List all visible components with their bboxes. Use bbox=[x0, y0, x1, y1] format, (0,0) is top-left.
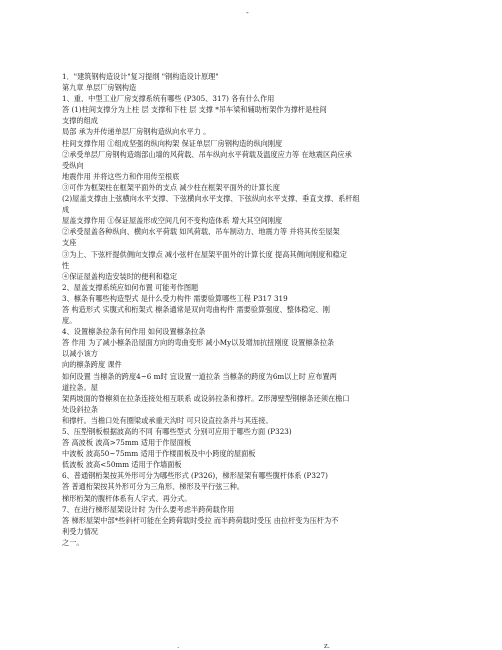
text-line: 地震作用 并将这些力和作用传至根底 bbox=[62, 171, 180, 181]
text-line: 1．"建筑钢构造设计"复习提纲 "钢构造设计原理" bbox=[62, 72, 219, 81]
text-line: 答 梯形屋架中部*些斜杆可能在全跨荷载时受拉 而半跨荷载时受压 由拉杆变为压杆为不 bbox=[62, 515, 339, 525]
text-line: 屋盖支撑作用 ①保证屋盖形成空间几何不变构造体系 增大其空间刚度 bbox=[62, 216, 283, 226]
text-line: 2、屋盖支撑系统应如何布置 可能考作图题 bbox=[62, 282, 199, 292]
text-line: 利受力情况 bbox=[62, 526, 98, 536]
text-line: ②承受单层厂房钢构造端部山墙的风荷载、吊车纵向水平荷载及温度应力等 在地震区尚应承 bbox=[62, 149, 352, 159]
page-top-mark: - bbox=[246, 8, 249, 17]
text-line: 之一。 bbox=[62, 537, 84, 547]
text-line: 中波板 波高50~75mm 适用于作楼面板及中小跨度的屋面板 bbox=[62, 449, 256, 459]
text-line: 如何设置 当檩条的跨度4~6 m时 宜设置一道拉条 当檩条的跨度为6m以上时 应布置两 bbox=[62, 371, 337, 381]
text-line: 答 (1)柱间支撑分为上柱 层 支撑和下柱 层 支撑 *吊车梁和辅助桁架作为撑杆是柱间 bbox=[62, 105, 327, 115]
text-line: 3、檩条有哪些构造型式 是什么受力构件 需要验算哪些工程 P317 319 bbox=[62, 293, 288, 303]
text-line: 第九章 单层厂房钢构造 bbox=[62, 83, 137, 93]
text-line: 5、压型钢板根据波高的不同 有哪些型式 分别可应用于哪些方面 (P323) bbox=[62, 427, 292, 436]
text-line: 成 bbox=[62, 205, 70, 215]
text-line: ④保证屋盖构造安装时的便利和稳定 bbox=[62, 271, 178, 281]
text-line: 答 高波板 波高>75mm 适用于作屋面板 bbox=[62, 438, 192, 448]
text-line: 4、设置檩条拉条有何作用 如何设置檩条拉条 bbox=[62, 327, 206, 337]
footer-left-mark: . bbox=[177, 642, 180, 650]
text-line: ②承受屋盖各种纵向、横向水平荷载 如风荷载、吊车制动力、地震力等 并将其传至屋架 bbox=[62, 227, 340, 237]
text-line: 处设斜拉条 bbox=[62, 404, 98, 414]
text-line: 6、普通钢桁架按其外形可分为哪些形式 (P326)，梯形屋架有哪些腹杆体系 (P327) bbox=[62, 471, 328, 481]
text-line: 7、在进行梯形屋架设计时 为什么要考虑半跨荷载作用 bbox=[62, 504, 235, 514]
text-line: 答 普通桁架按其外形可分为三角形、梯形及平行弦三种。 bbox=[62, 482, 244, 492]
text-line: 向的檩条跨度 课件 bbox=[62, 360, 122, 370]
text-line: 受纵向 bbox=[62, 160, 84, 170]
text-line: 和撑杆。当檐口处有圈梁或承重天沟时 可只设直拉条并与其连接。 bbox=[62, 415, 273, 425]
text-line: 1、重、中型工业厂房支撑系统有哪些 (P305、317) 各有什么作用 bbox=[62, 94, 275, 104]
text-line: 局部 承为并传递单层厂房钢构造纵向水平力 。 bbox=[62, 127, 211, 137]
text-line: 支撑的组成 bbox=[62, 116, 98, 126]
text-line: 答 作用 为了减小檩条沿屋面方向的弯曲变形 减小My以及增加抗扭刚度 设置檩条拉条 bbox=[62, 338, 335, 348]
text-line: 道拉条。屋 bbox=[62, 382, 98, 392]
document-body bbox=[62, 71, 442, 548]
text-line: 度。 bbox=[62, 316, 77, 326]
text-line: ③可作为框架柱在框架平面外的支点 减少柱在框架平面外的计算长度 bbox=[62, 182, 280, 192]
text-line: 梯形桁架的腹杆体系有人字式、再分式。 bbox=[62, 493, 192, 503]
text-line: ③为上、下弦杆提供侧向支撑点 减小弦杆在屋架平面外的计算长度 提高其侧向刚度和稳定 bbox=[62, 249, 347, 259]
text-line: 柱间支撑作用 ①组成坚强的纵向构架 保证单层厂房钢构造的纵向刚度 bbox=[62, 138, 283, 148]
text-line: 答 构造形式 实腹式和桁架式 檩条通常是双向弯曲构件 需要验算强度、整体稳定、刚 bbox=[62, 304, 330, 314]
text-line: (2)屋盖支撑由上弦横向水平支撑、下弦横向水平支撑、下弦纵向水平支撑、垂直支撑、系杆组 bbox=[62, 194, 360, 204]
text-line: 性 bbox=[62, 260, 70, 270]
text-line: 以减小该方 bbox=[62, 349, 98, 359]
text-line: 架两坡面的脊檩须在拉条连接处相互联系 或设斜拉条和撑杆。Z形薄壁型钢檩条还须在檐口 bbox=[62, 393, 350, 403]
footer-right-mark: z. bbox=[324, 642, 330, 650]
text-line: 支座 bbox=[62, 238, 77, 248]
text-line: 低波板 波高<50mm 适用于作墙面板 bbox=[62, 460, 182, 470]
